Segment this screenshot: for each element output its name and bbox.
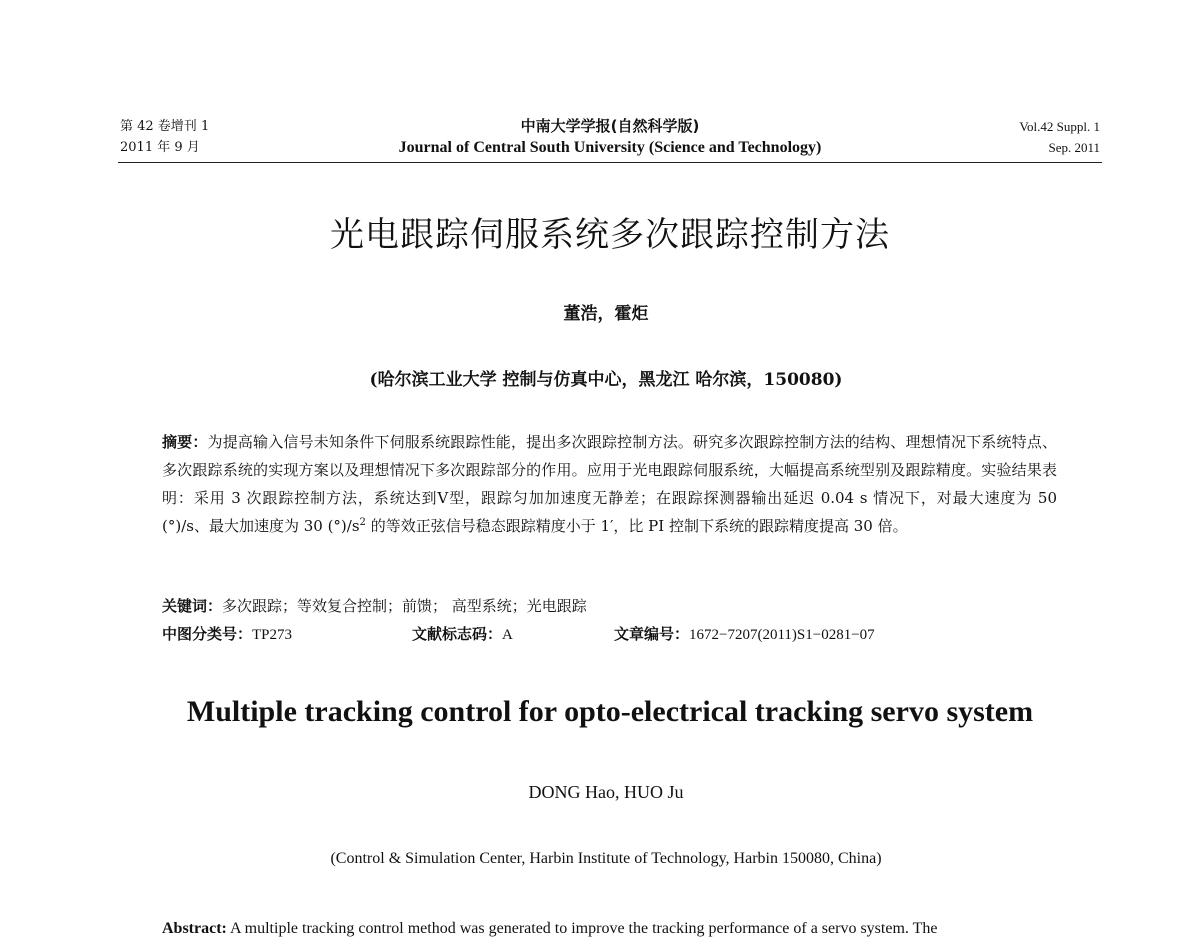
abstract-zh-text-1: 为提高输入信号未知条件下伺服系统跟踪性能，提出多次跟踪控制方法。研究多次跟踪控制方法的结构、理想情况下系统特点、多次跟踪系统的实现方案以及理想情况下多次跟踪部分的作用。应用于光电跟踪伺服系统，大幅提高系统型别及跟踪精度。实验结果表明：采用 3 次跟踪控制方法，系统达到Ⅴ型，跟踪匀加加速度无静差；在跟踪探测器输出延迟 0.04 s 情况下，对最大速度为 50 (°)/s、最大加速度为 30 (°)/s xyxy=(162,433,1057,535)
abstract-en-text: A multiple tracking control method was generated to improve the tracking performance of a servo system. The xyxy=(226,920,938,937)
doc-code-label: 文献标志码： xyxy=(412,625,503,643)
abstract-zh-label: 摘要： xyxy=(162,433,208,451)
article-no-value: 1672−7207(2011)S1−0281−07 xyxy=(689,627,875,643)
paper-title-en: Multiple tracking control for opto-electrical tracking servo system xyxy=(186,695,1034,728)
authors-zh: 董浩，霍炬 xyxy=(563,304,649,324)
abstract-zh-sup: 2 xyxy=(359,517,366,528)
abstract-zh xyxy=(162,428,1057,540)
article-no-label: 文章编号： xyxy=(614,625,690,643)
abstract-en xyxy=(162,915,1062,943)
journal-name-en: Journal of Central South University (Science and Technology) xyxy=(398,139,822,156)
clc-block xyxy=(162,620,292,649)
affiliation-zh: (哈尔滨工业大学 控制与仿真中心，黑龙江 哈尔滨，150080) xyxy=(369,370,843,390)
header-right xyxy=(1019,116,1100,158)
header-rule xyxy=(118,162,1102,163)
affiliation-en: (Control & Simulation Center, Harbin Institute of Technology, Harbin 150080, China) xyxy=(330,850,882,867)
date-zh: 2011 年 9 月 xyxy=(120,140,200,155)
header-center xyxy=(120,116,1100,158)
abstract-zh-text-2: 的等效正弦信号稳态跟踪精度小于 1′，比 PI 控制下系统的跟踪精度提高 30 倍。 xyxy=(365,517,908,535)
journal-name-zh: 中南大学学报(自然科学版) xyxy=(520,117,700,135)
article-no-block xyxy=(614,620,875,649)
clc-label: 中图分类号： xyxy=(162,625,253,643)
journal-header xyxy=(120,116,1100,160)
keywords-zh xyxy=(162,592,1057,620)
abstract-en-label: Abstract: xyxy=(162,920,227,937)
date-en: Sep. 2011 xyxy=(1048,140,1100,155)
keywords-label: 关键词： xyxy=(162,597,223,615)
authors-en: DONG Hao, HUO Ju xyxy=(528,782,684,802)
volume-zh: 第 42 卷增刊 1 xyxy=(120,119,210,134)
paper-title-zh: 光电跟踪伺服系统多次跟踪控制方法 xyxy=(330,215,890,255)
classification-line xyxy=(162,620,1057,648)
doc-code-value: A xyxy=(502,627,513,643)
clc-value: TP273 xyxy=(252,627,293,643)
volume-en: Vol.42 Suppl. 1 xyxy=(1019,119,1100,134)
keywords-text: 多次跟踪；等效复合控制；前馈； 高型系统；光电跟踪 xyxy=(222,597,587,615)
doc-code-block xyxy=(412,620,513,649)
